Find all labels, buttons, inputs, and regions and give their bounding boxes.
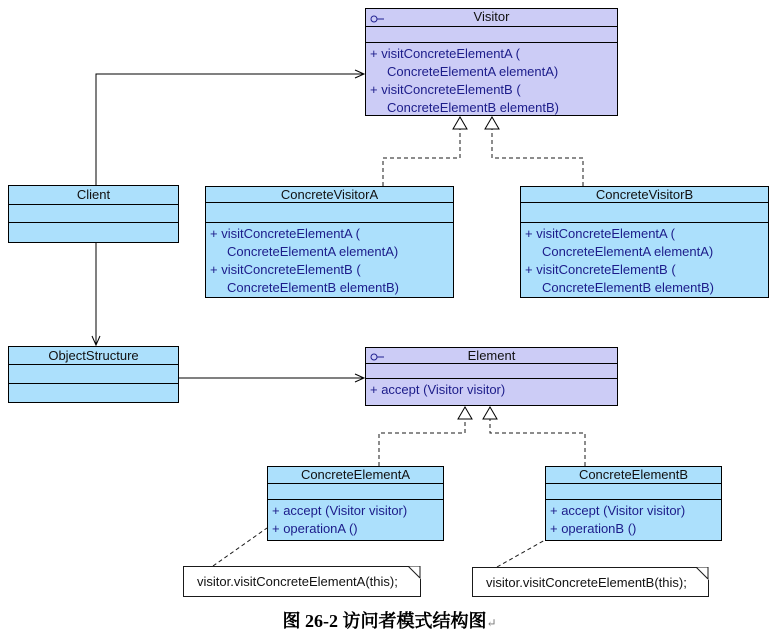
class-name: ConcreteElementB: [578, 467, 689, 482]
operation-line: ConcreteElementA elementA): [387, 64, 559, 79]
class-client-title: [9, 186, 178, 205]
attributes-compartment: [268, 484, 443, 500]
note-b[interactable]: [472, 567, 709, 597]
operation-line: + visitConcreteElementA (: [370, 46, 520, 61]
attributes-compartment: [366, 364, 617, 379]
class-objectstructure[interactable]: [8, 346, 179, 403]
note-a[interactable]: [183, 566, 421, 597]
note-text: visitor.visitConcreteElementA(this);: [197, 574, 398, 589]
class-client[interactable]: [8, 185, 179, 243]
operations-compartment: [9, 384, 178, 386]
operations-compartment: [546, 500, 721, 538]
operation-line: + visitConcreteElementB (: [370, 82, 521, 97]
operation-line: ConcreteElementA elementA): [227, 244, 399, 259]
operation-line: + visitConcreteElementB (: [210, 262, 361, 277]
association-objectstructure-element: [178, 374, 364, 382]
class-name: ConcreteElementA: [300, 467, 411, 482]
class-name: Element: [467, 348, 516, 363]
class-visitor-title: [366, 9, 617, 27]
paragraph-return-mark: ↵: [486, 616, 497, 630]
interface-icon: [370, 350, 386, 364]
operation-line: + accept (Visitor visitor): [370, 382, 506, 397]
class-objectstructure-title: [9, 347, 178, 365]
operation-line: ConcreteElementA elementA): [542, 244, 714, 259]
class-concretevisitorb[interactable]: [520, 186, 769, 298]
note-fold-icon: [696, 567, 709, 580]
class-concreteelementa-title: [268, 467, 443, 484]
triangle-element-a: [458, 407, 472, 419]
operation-line: + visitConcreteElementB (: [525, 262, 676, 277]
class-name: Client: [76, 187, 111, 202]
triangle-visitor-b: [485, 117, 499, 129]
attributes-compartment: [9, 365, 178, 384]
operation-line: + visitConcreteElementA (: [525, 226, 675, 241]
realization-concretevisitora-visitor: [383, 129, 460, 186]
operations-compartment: [206, 223, 453, 297]
operations-compartment: [521, 223, 768, 297]
operations-compartment: [366, 379, 617, 399]
triangle-element-b: [483, 407, 497, 419]
operation-line: + operationA (): [272, 521, 358, 536]
class-concretevisitorb-title: [521, 187, 768, 203]
note-text: visitor.visitConcreteElementB(this);: [486, 574, 687, 590]
class-element-title: [366, 348, 617, 364]
attributes-compartment: [206, 203, 453, 223]
class-concretevisitora-title: [206, 187, 453, 203]
association-client-objectstructure: [92, 242, 100, 345]
attributes-compartment: [366, 27, 617, 43]
note-fold-icon: [408, 566, 421, 579]
operation-line: ConcreteElementB elementB): [542, 280, 714, 295]
note-anchor-a: [213, 528, 267, 566]
figure-caption: [0, 607, 779, 633]
class-name: Visitor: [473, 9, 510, 24]
class-concreteelementa[interactable]: [267, 466, 444, 541]
operations-compartment: [9, 223, 178, 225]
class-visitor[interactable]: [365, 8, 618, 116]
class-concretevisitora[interactable]: [205, 186, 454, 298]
class-name: ConcreteVisitorB: [595, 187, 694, 202]
operation-line: + accept (Visitor visitor): [272, 503, 408, 518]
realization-concreteelementb-element: [490, 419, 585, 466]
operations-compartment: [366, 43, 617, 117]
operations-compartment: [268, 500, 443, 538]
interface-icon: [370, 12, 386, 27]
operation-line: + operationB (): [550, 521, 637, 536]
realization-concretevisitorb-visitor: [492, 129, 583, 186]
class-concreteelementb[interactable]: [545, 466, 722, 541]
note-anchor-b: [497, 540, 545, 567]
attributes-compartment: [521, 203, 768, 223]
realization-concreteelementa-element: [379, 419, 465, 466]
operation-line: + accept (Visitor visitor): [550, 503, 686, 518]
caption-text: 图 26-2 访问者模式结构图: [282, 611, 487, 631]
operation-line: ConcreteElementB elementB): [387, 100, 559, 115]
attributes-compartment: [9, 205, 178, 223]
attributes-compartment: [546, 484, 721, 500]
operation-line: + visitConcreteElementA (: [210, 226, 360, 241]
association-client-visitor: [96, 70, 364, 185]
triangle-visitor-a: [453, 117, 467, 129]
class-concreteelementb-title: [546, 467, 721, 484]
class-element[interactable]: [365, 347, 618, 406]
class-name: ConcreteVisitorA: [280, 187, 379, 202]
class-name: ObjectStructure: [48, 348, 139, 363]
operation-line: ConcreteElementB elementB): [227, 280, 399, 295]
